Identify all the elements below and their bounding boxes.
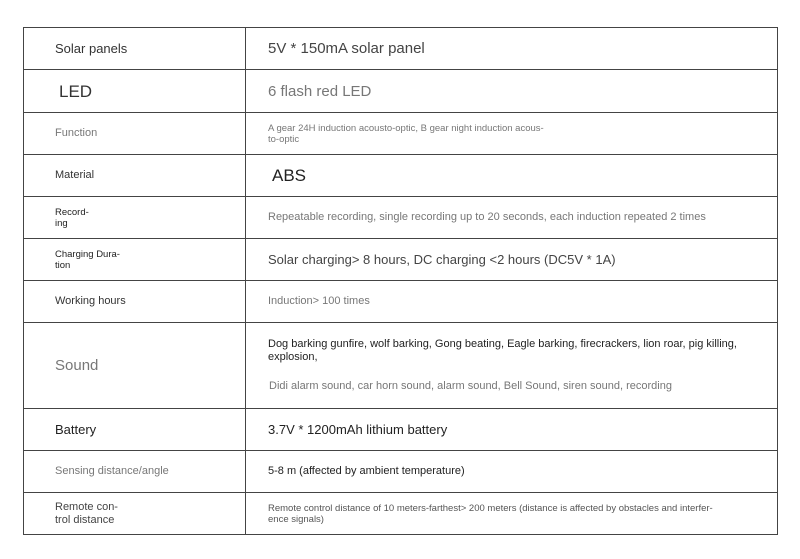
row-value: 6 flash red LED: [268, 82, 372, 100]
row-label-cell: [24, 239, 246, 281]
row-value-cell: [246, 113, 778, 155]
row-value: Induction> 100 times: [268, 295, 370, 307]
row-value-cell: [246, 281, 778, 323]
row-label-cell: [24, 197, 246, 239]
spec-table: [23, 27, 778, 535]
row-label: Battery: [55, 422, 97, 437]
row-value-cell: [246, 155, 778, 197]
row-label-cell: [24, 70, 246, 113]
row-value: A gear 24H induction acousto-optic, B gear night induction acous- to-optic: [268, 122, 544, 145]
row-value: 5V * 150mA solar panel: [268, 40, 425, 57]
table-row: [24, 493, 778, 535]
row-label: Charging Dura- tion: [55, 248, 120, 271]
row-label-cell: [24, 113, 246, 155]
sound-line-1: Dog barking gunfire, wolf barking, Gong beating, Eagle barking, firecrackers, lion roar, pig killing, explosion,: [268, 337, 737, 363]
row-label: Sound: [55, 357, 99, 374]
row-label-cell: [24, 155, 246, 197]
row-label: Solar panels: [55, 41, 128, 56]
row-label: Remote con- trol distance: [55, 500, 118, 526]
row-label-cell: [24, 323, 246, 409]
row-label-cell: [24, 451, 246, 493]
row-label-cell: [24, 28, 246, 70]
row-value-cell: [246, 323, 778, 409]
sound-line-2: Didi alarm sound, car horn sound, alarm sound, Bell Sound, siren sound, recording: [269, 379, 672, 392]
row-label: Function: [55, 127, 98, 139]
row-value: Remote control distance of 10 meters-farthest> 200 meters (distance is affected by obstacles and interfer- ence signals): [268, 502, 713, 525]
row-label: Material: [55, 169, 95, 181]
row-label-cell: [24, 493, 246, 535]
table-row: [24, 113, 778, 155]
row-value: Solar charging> 8 hours, DC charging <2 hours (DC5V * 1A): [268, 252, 616, 267]
sound-value-wrap: [268, 324, 765, 408]
table-row: [24, 281, 778, 323]
table-row: [24, 323, 778, 409]
row-label-cell: [24, 409, 246, 451]
row-value-cell: [246, 451, 778, 493]
table-row: [24, 239, 778, 281]
row-value-cell: [246, 197, 778, 239]
row-value-cell: [246, 70, 778, 113]
row-value-cell: [246, 409, 778, 451]
table-row: [24, 70, 778, 113]
row-value: Repeatable recording, single recording up to 20 seconds, each induction repeated 2 times: [268, 211, 706, 223]
row-label: Working hours: [55, 295, 126, 307]
row-value-cell: [246, 239, 778, 281]
table-row: [24, 451, 778, 493]
row-value-cell: [246, 28, 778, 70]
table-row: [24, 197, 778, 239]
row-value: 3.7V * 1200mAh lithium battery: [268, 422, 448, 437]
table-row: [24, 409, 778, 451]
table-row: [24, 28, 778, 70]
row-label-cell: [24, 281, 246, 323]
row-label: LED: [59, 81, 93, 101]
row-label: Record- ing: [55, 206, 89, 229]
table-row: [24, 155, 778, 197]
row-value: 5-8 m (affected by ambient temperature): [268, 465, 465, 477]
row-value-cell: [246, 493, 778, 535]
row-label: Sensing distance/angle: [55, 465, 169, 477]
row-value: ABS: [272, 166, 307, 185]
